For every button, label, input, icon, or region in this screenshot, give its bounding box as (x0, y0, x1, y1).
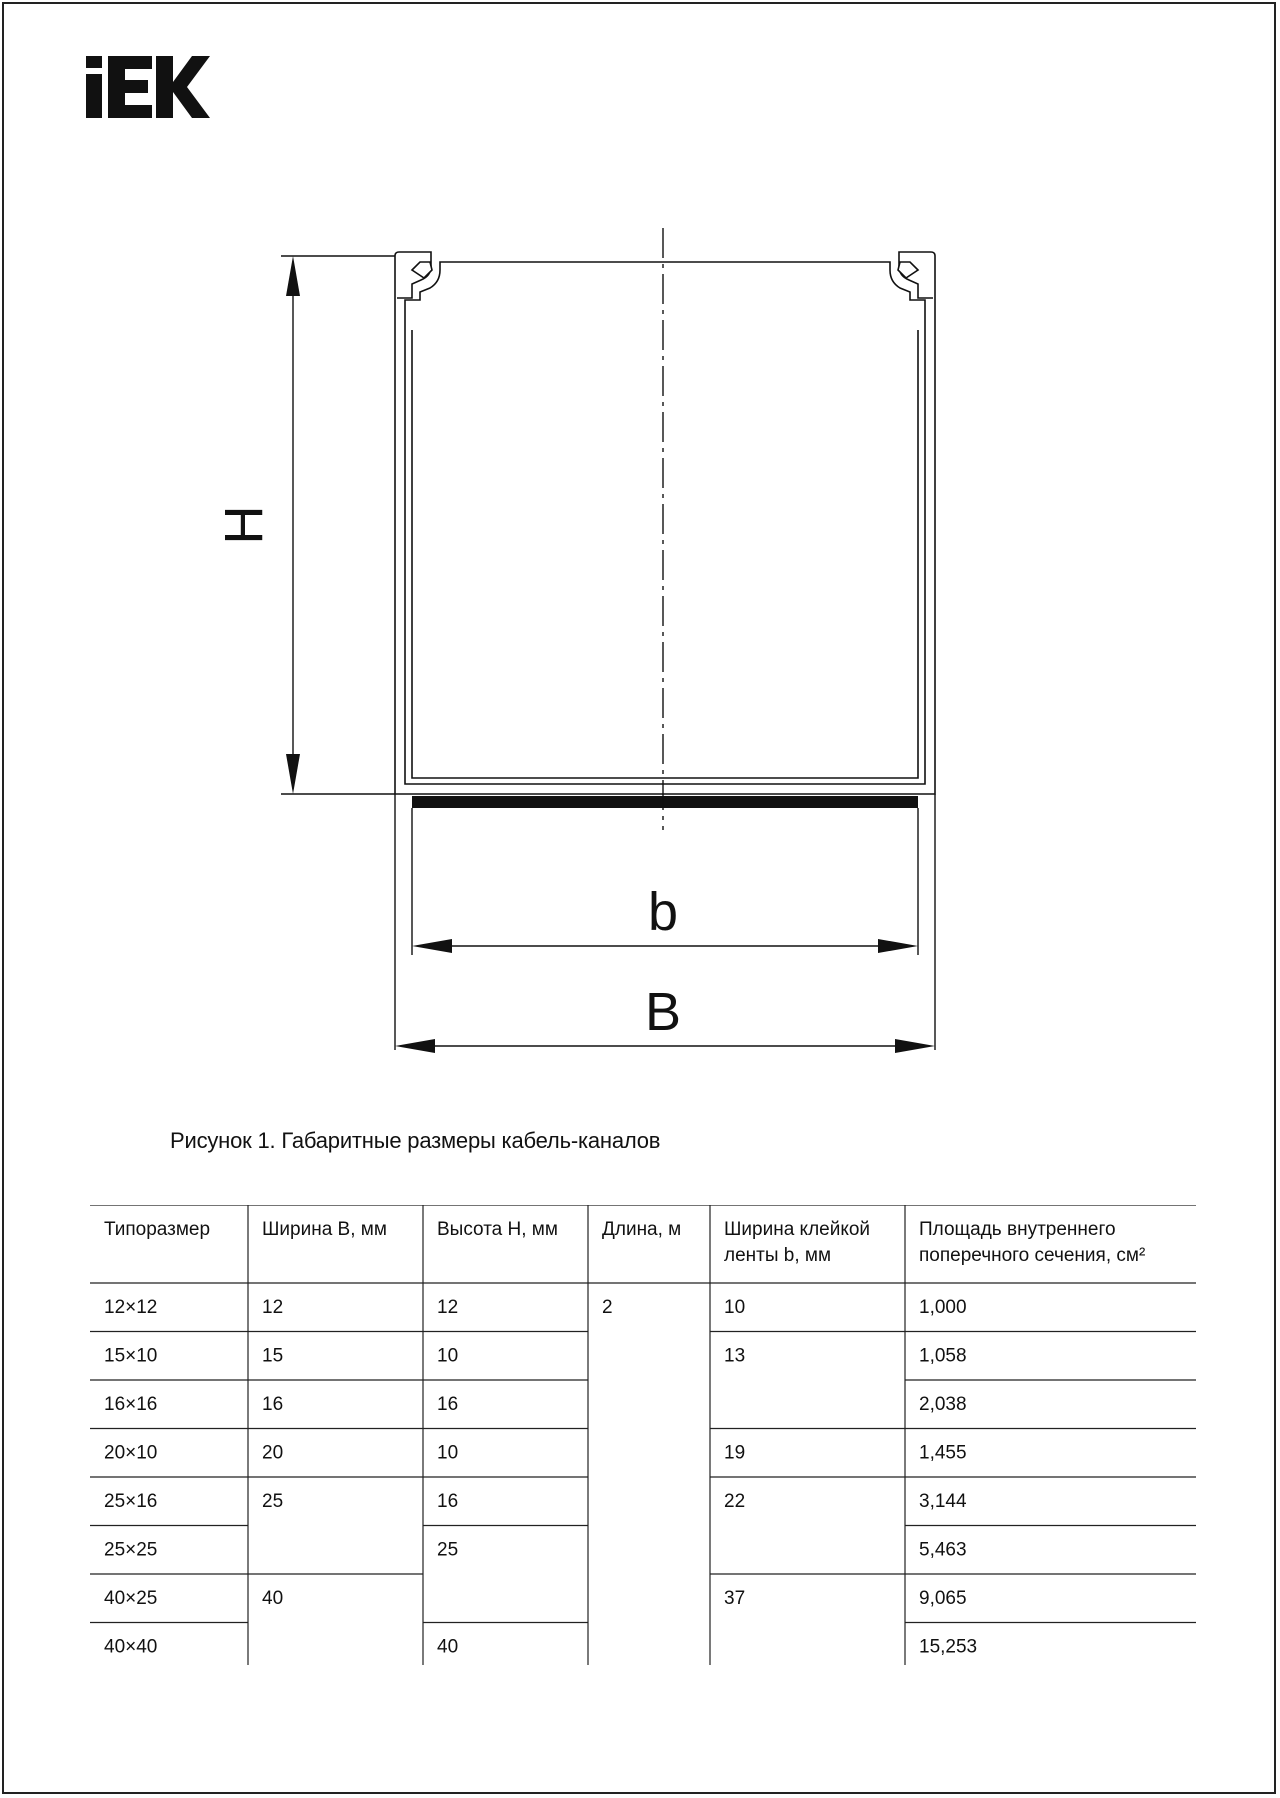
table-cell: 25 (262, 1491, 284, 1512)
table-header-cell: Ширина клейкой (724, 1219, 871, 1240)
table-row-label: 16×16 (104, 1394, 158, 1415)
table-cell: 40 (262, 1588, 284, 1609)
table-cell: 16 (262, 1394, 284, 1415)
table-cell: 10 (724, 1297, 746, 1318)
spec-table (90, 1205, 1196, 1665)
table-header-cell: Типоразмер (104, 1219, 211, 1240)
label-B: B (644, 982, 682, 1042)
table-cell: 9,065 (919, 1588, 967, 1609)
table-cell: 13 (724, 1345, 746, 1367)
table-cell: 22 (724, 1491, 746, 1512)
table-row-label: 25×16 (104, 1491, 158, 1512)
profile-outer (395, 252, 935, 794)
label-b: b (647, 882, 679, 942)
table-header-cell: Ширина В, мм (262, 1219, 387, 1240)
table-cell: 19 (724, 1442, 746, 1464)
table-cell: 15 (262, 1345, 284, 1367)
table-cell: 12 (262, 1297, 284, 1318)
table-cell: 1,058 (919, 1345, 967, 1367)
table-cell: 2,038 (919, 1394, 967, 1415)
table-row-label: 40×40 (104, 1636, 158, 1658)
table-cell: 1,455 (919, 1442, 967, 1464)
figure-caption: Рисунок 1. Габаритные размеры кабель-каналов (170, 1128, 661, 1153)
table-cell: 3,144 (919, 1491, 967, 1512)
table-cell: 5,463 (919, 1539, 967, 1561)
table-cell: 10 (437, 1345, 459, 1367)
table-cell: 16 (437, 1491, 459, 1512)
table-cell: 15,253 (919, 1636, 978, 1658)
table-cell: 20 (262, 1442, 284, 1464)
adhesive-tape (412, 796, 918, 808)
table-cell: 16 (437, 1394, 459, 1415)
dimension-h (281, 256, 395, 794)
table-row-label: 12×12 (104, 1297, 158, 1318)
table-cell: 37 (724, 1588, 746, 1609)
table-cell: 10 (437, 1442, 459, 1464)
table-cell: 25 (437, 1539, 459, 1561)
table-header-cell: Длина, м (602, 1219, 682, 1240)
label-h: H (214, 505, 274, 545)
table-header-cell: Высота Н, мм (437, 1219, 558, 1240)
table-header-cell: Площадь внутреннего (919, 1219, 1116, 1240)
table-cell: 1,000 (919, 1297, 967, 1318)
table-cell: 40 (437, 1636, 459, 1658)
table-header-cell: ленты b, мм (724, 1245, 832, 1266)
table-cell: 2 (602, 1297, 613, 1318)
table-row-label: 25×25 (104, 1539, 158, 1561)
table-row-label: 40×25 (104, 1588, 158, 1609)
table-row-label: 15×10 (104, 1345, 158, 1367)
table-row-label: 20×10 (104, 1442, 158, 1464)
table-cell: 12 (437, 1297, 459, 1318)
table-header-cell: поперечного сечения, см² (919, 1245, 1146, 1266)
